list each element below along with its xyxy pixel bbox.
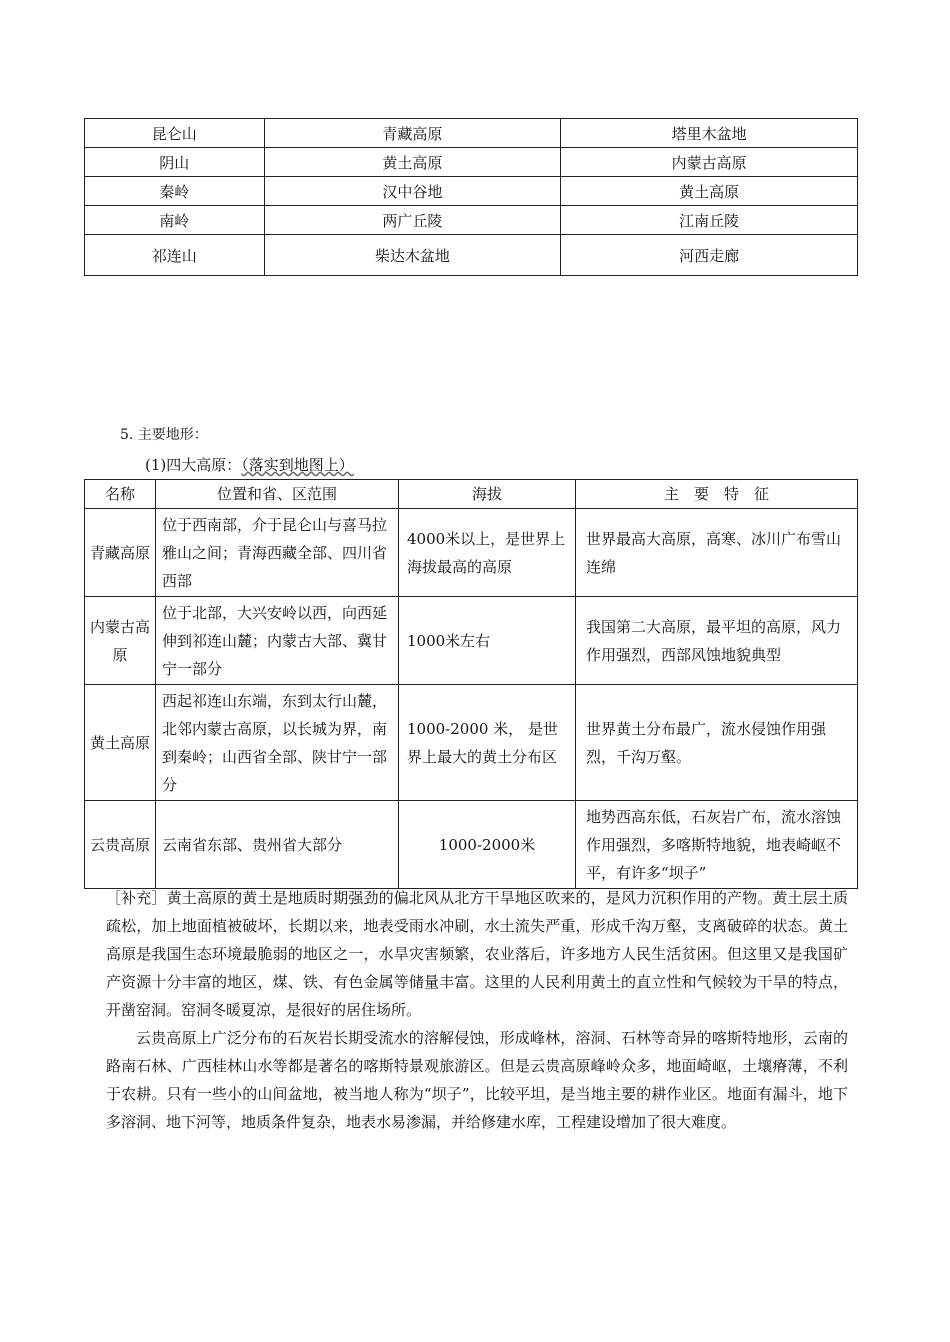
column-header-altitude: 海拔 [399, 480, 576, 509]
column-header-features: 主 要 特 征 [576, 480, 858, 509]
table-row [85, 119, 858, 148]
table-row [85, 801, 858, 889]
table-cell: 祁连山 [85, 235, 265, 276]
table-cell: 秦岭 [85, 177, 265, 206]
plateau-altitude: 1000米左右 [399, 597, 576, 685]
table-cell: 阴山 [85, 148, 265, 177]
plateaus-table [84, 479, 858, 889]
table-cell: 昆仑山 [85, 119, 265, 148]
plateau-location: 位于西南部，介于昆仑山与喜马拉雅山之间；青海西藏全部、四川省西部 [156, 509, 399, 597]
table-cell: 青藏高原 [264, 119, 561, 148]
table-cell: 内蒙古高原 [561, 148, 858, 177]
table-cell: 汉中谷地 [264, 177, 561, 206]
table-cell: 黄土高原 [561, 177, 858, 206]
plateau-name: 青藏高原 [85, 509, 156, 597]
table-header-row [85, 480, 858, 509]
table-row [85, 235, 858, 276]
plateau-name: 黄土高原 [85, 685, 156, 801]
mountain-landform-table [84, 118, 858, 276]
plateau-altitude: 1000-2000米 [399, 801, 576, 889]
plateau-features: 我国第二大高原，最平坦的高原，风力作用强烈，西部风蚀地貌典型 [576, 597, 858, 685]
table-cell: 柴达木盆地 [264, 235, 561, 276]
column-header-location: 位置和省、区范围 [156, 480, 399, 509]
table-cell: 江南丘陵 [561, 206, 858, 235]
plateau-altitude: 1000-2000 米， 是世界上最大的黄土分布区 [399, 685, 576, 801]
table-row [85, 509, 858, 597]
plateau-features: 地势西高东低，石灰岩广布，流水溶蚀作用强烈，多喀斯特地貌，地表崎岖不平，有许多“坝子” [576, 801, 858, 889]
table-row [85, 177, 858, 206]
plateau-features: 世界黄土分布最广，流水侵蚀作用强烈，千沟万壑。 [576, 685, 858, 801]
table-cell: 两广丘陵 [264, 206, 561, 235]
plateau-location: 位于北部，大兴安岭以西，向西延伸到祁连山麓；内蒙古大部、冀甘宁一部分 [156, 597, 399, 685]
yunnan-guizhou-paragraph: 云贵高原上广泛分布的石灰岩长期受流水的溶解侵蚀，形成峰林，溶洞、石林等奇异的喀斯特地形，云南的路南石林、广西桂林山水等都是著名的喀斯特景观旅游区。但是云贵高原峰岭众多，地面崎岖，土壤瘠薄，不利于农耕。只有一些小的山间盆地，被当地人称为“坝子”，比较平坦，是当地主要的耕作业区。地面有漏斗，地下多溶洞、地下河等，地质条件复杂，地表水易渗漏，并给修建水库，工程建设增加了很大难度。 [106, 1029, 848, 1131]
supplement-paragraph: ［补充］黄土高原的黄土是地质时期强劲的偏北风从北方干旱地区吹来的，是风力沉积作用的产物。黄土层土质疏松，加上地面植被破坏，长期以来，地表受雨水冲刷，水土流失严重，形成千沟万壑，支离破碎的状态。黄土高原是我国生态环境最脆弱的地区之一，水旱灾害频繁，农业落后，许多地方人民生活贫困。但这里又是我国矿产资源十分丰富的地区，煤、铁、有色金属等储量丰富。这里的人民利用黄土的直立性和气候较为干旱的特点，开凿窑洞。窑洞冬暖夏凉，是很好的居住场所。 [106, 889, 848, 1019]
plateau-name: 云贵高原 [85, 801, 156, 889]
table-cell: 河西走廊 [561, 235, 858, 276]
table-row [85, 597, 858, 685]
plateau-location: 云南省东部、贵州省大部分 [156, 801, 399, 889]
table-row [85, 206, 858, 235]
plateau-name: 内蒙古高原 [85, 597, 156, 685]
column-header-name: 名称 [85, 480, 156, 509]
table-cell: 塔里木盆地 [561, 119, 858, 148]
section-heading: 5. 主要地形： [120, 427, 208, 443]
plateau-altitude: 4000米以上，是世界上海拔最高的高原 [399, 509, 576, 597]
table-cell: 南岭 [85, 206, 265, 235]
subsection-note: （落实到地图上） [241, 456, 354, 474]
table-row [85, 148, 858, 177]
table-cell: 黄土高原 [264, 148, 561, 177]
plateau-features: 世界最高大高原，高寒、冰川广布雪山连绵 [576, 509, 858, 597]
table-row [85, 685, 858, 801]
subsection-heading [145, 454, 354, 475]
plateau-location: 西起祁连山东端，东到太行山麓，北邻内蒙古高原，以长城为界，南到秦岭；山西省全部、陕甘宁一部分 [156, 685, 399, 801]
subsection-title: (1)四大高原： [145, 456, 242, 474]
